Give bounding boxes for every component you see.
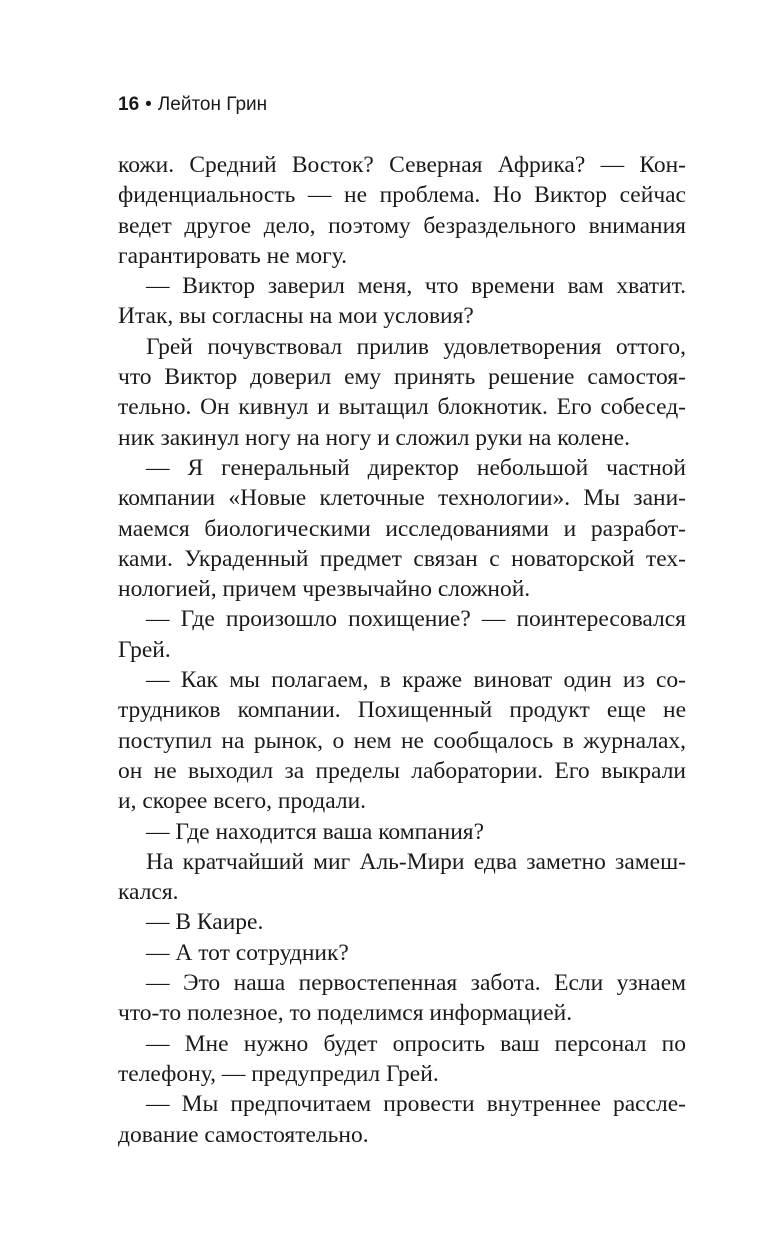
text-line: На кратчайший миг Аль-Мири едва заметно замеш- [146, 848, 686, 875]
text-line: — Я генеральный директор небольшой частной [146, 454, 686, 481]
text-line: — Где произошло похищение? — поинтересовался [146, 606, 686, 633]
body-text [118, 150, 686, 1150]
text-line: компании «Новые клеточные технологии». Мы зани- [118, 485, 686, 512]
text-line: ками. Украденный предмет связан с новаторской тех- [118, 545, 686, 572]
text-line: Грей почувствовал прилив удовлетворения оттого, [146, 333, 686, 360]
text-line: ведет другое дело, поэтому безраздельного внимания [118, 212, 686, 239]
text-line: фиденциальность — не проблема. Но Виктор сейчас [118, 182, 686, 209]
text-line: дование самостоятельно. [118, 1121, 369, 1148]
text-line: поступил на рынок, о нем не сообщалось в журналах, [118, 727, 686, 754]
text-line: и, скорее всего, продали. [118, 788, 367, 815]
text-line: что-то полезное, то поделимся информацией. [118, 1000, 573, 1027]
text-line: Грей. [118, 636, 171, 663]
text-line: — Виктор заверил меня, что времени вам хватит. [146, 273, 686, 300]
header-separator: • [145, 94, 152, 115]
text-line: кался. [118, 879, 179, 906]
page-number: 16 [118, 94, 140, 115]
text-line: ник закинул ногу на ногу и сложил руки на колене. [118, 424, 630, 451]
text-line: — В Каире. [146, 909, 264, 936]
text-line: маемся биологическими исследованиями и разработ- [118, 515, 686, 542]
text-line: телефону, — предупредил Грей. [118, 1060, 439, 1087]
text-line: трудников компании. Похищенный продукт еще не [118, 697, 686, 724]
text-line: Итак, вы согласны на мои условия? [118, 303, 474, 330]
text-line: тельно. Он кивнул и вытащил блокнотик. Его собесед- [118, 394, 686, 421]
running-head [118, 94, 267, 116]
text-line: кожи. Средний Восток? Северная Африка? — Кон- [118, 152, 686, 178]
text-line: что Виктор доверил ему принять решение самостоя- [118, 364, 686, 391]
text-line: гарантировать не могу. [118, 242, 348, 269]
text-line: — Мы предпочитаем провести внутреннее рассле- [146, 1091, 686, 1118]
text-line: он не выходил за пределы лаборатории. Его выкрали [118, 757, 686, 784]
text-line: — А тот сотрудник? [146, 939, 349, 966]
author-name: Лейтон Грин [157, 94, 268, 115]
text-line: нологией, причем чрезвычайно сложной. [118, 576, 531, 603]
text-line: — Где находится ваша компания? [146, 818, 485, 845]
text-line: — Это наша первостепенная забота. Если узнаем [146, 970, 686, 997]
text-line: — Мне нужно будет опросить ваш персонал по [146, 1030, 686, 1057]
text-line: — Как мы полагаем, в краже виноват один из со- [146, 667, 686, 694]
